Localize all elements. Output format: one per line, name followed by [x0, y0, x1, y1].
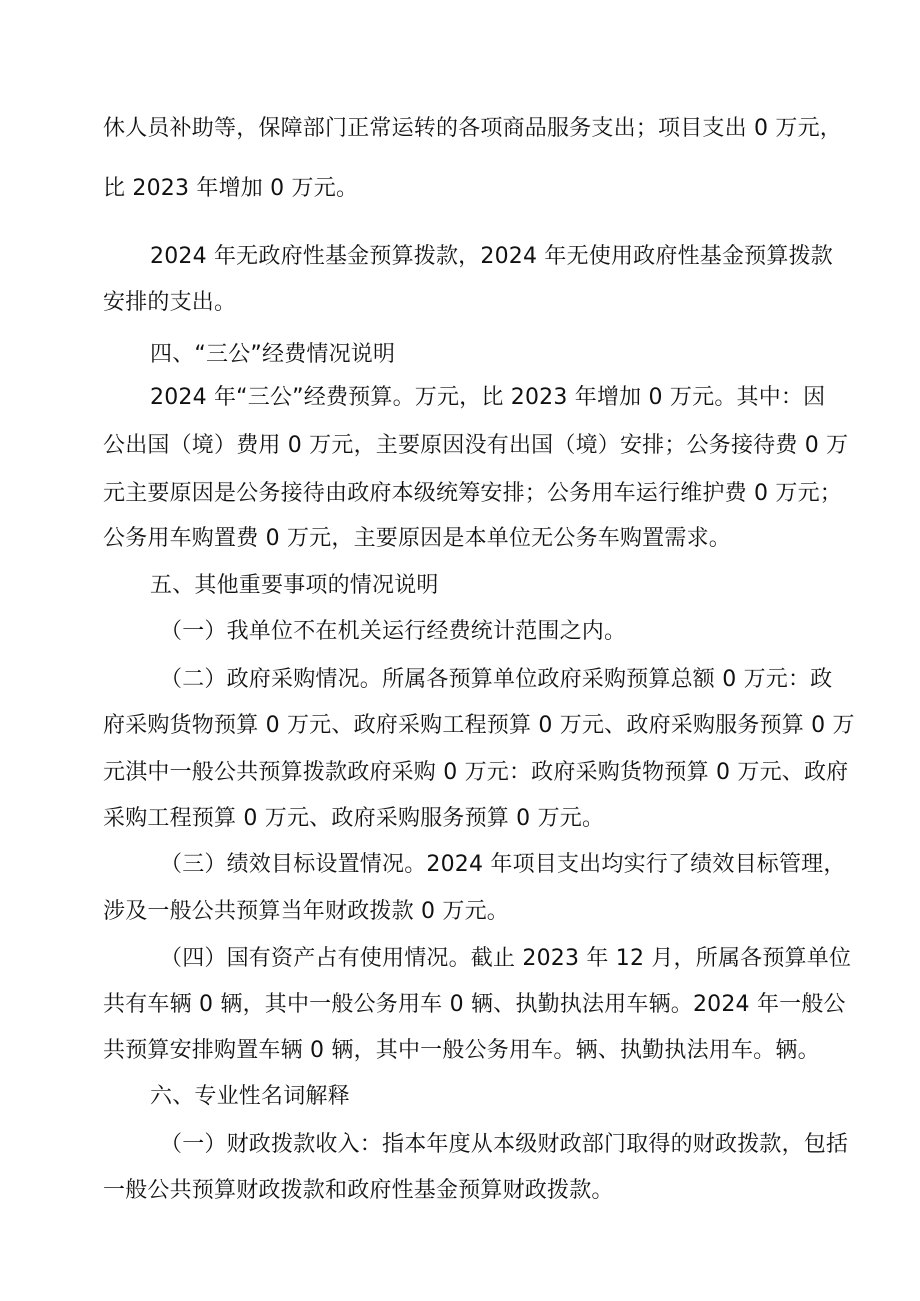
- paragraph-line: 2024 年“三公”经费预算。万元，比 2023 年增加 0 万元。其中：因: [150, 385, 826, 410]
- section-heading: 六、专业性名词解释: [150, 1084, 350, 1109]
- paragraph-line: 安排的支出。: [103, 290, 237, 315]
- paragraph-line: 府采购货物预算 0 万元、政府采购工程预算 0 万元、政府采购服务预算 0 万: [103, 713, 855, 738]
- paragraph-line: 公务用车购置费 0 万元，主要原因是本单位无公务车购置需求。: [103, 526, 731, 551]
- paragraph-line: 休人员补助等，保障部门正常运转的各项商品服务支出；项目支出 0 万元，: [103, 116, 842, 141]
- paragraph-line: 采购工程预算 0 万元、政府采购服务预算 0 万元。: [103, 806, 605, 831]
- paragraph-line: 元主要原因是公务接待由政府本级统筹安排；公务用车运行维护费 0 万元；: [103, 481, 842, 506]
- paragraph-line: 比 2023 年增加 0 万元。: [103, 176, 359, 201]
- paragraph-line: （三）绩效目标设置情况。2024 年项目支出均实行了绩效目标管理，: [160, 852, 846, 877]
- paragraph-line: （一）财政拨款收入：指本年度从本级财政部门取得的财政拨款，包括: [160, 1132, 849, 1157]
- paragraph-line: 一般公共预算财政拨款和政府性基金预算财政拨款。: [103, 1178, 614, 1203]
- paragraph-line: （一）我单位不在机关运行经费统计范围之内。: [160, 619, 627, 644]
- paragraph-line: （二）政府采购情况。所属各预算单位政府采购预算总额 0 万元：政: [160, 667, 833, 692]
- paragraph-line: 2024 年无政府性基金预算拨款，2024 年无使用政府性基金预算拨款: [150, 244, 833, 269]
- paragraph-line: 元淇中一般公共预算拨款政府采购 0 万元：政府采购货物预算 0 万元、政府: [103, 760, 849, 785]
- paragraph-line: 共有车辆 0 辆，其中一般公务用车 0 辆、执勤执法用车辆。2024 年一般公: [103, 992, 846, 1017]
- paragraph-line: 共预算安排购置车辆 0 辆，其中一般公务用车。辆、执勤执法用车。辆。: [103, 1038, 820, 1063]
- paragraph-line: 公出国（境）费用 0 万元，主要原因没有出国（境）安排；公务接待费 0 万: [103, 433, 849, 458]
- section-heading: 五、其他重要事项的情况说明: [150, 573, 439, 598]
- section-heading: 四、“三公”经费情况说明: [150, 342, 396, 367]
- paragraph-line: 涉及一般公共预算当年财政拨款 0 万元。: [103, 899, 509, 924]
- paragraph-line: （四）国有资产占有使用情况。截止 2023 年 12 月，所属各预算单位: [160, 946, 852, 971]
